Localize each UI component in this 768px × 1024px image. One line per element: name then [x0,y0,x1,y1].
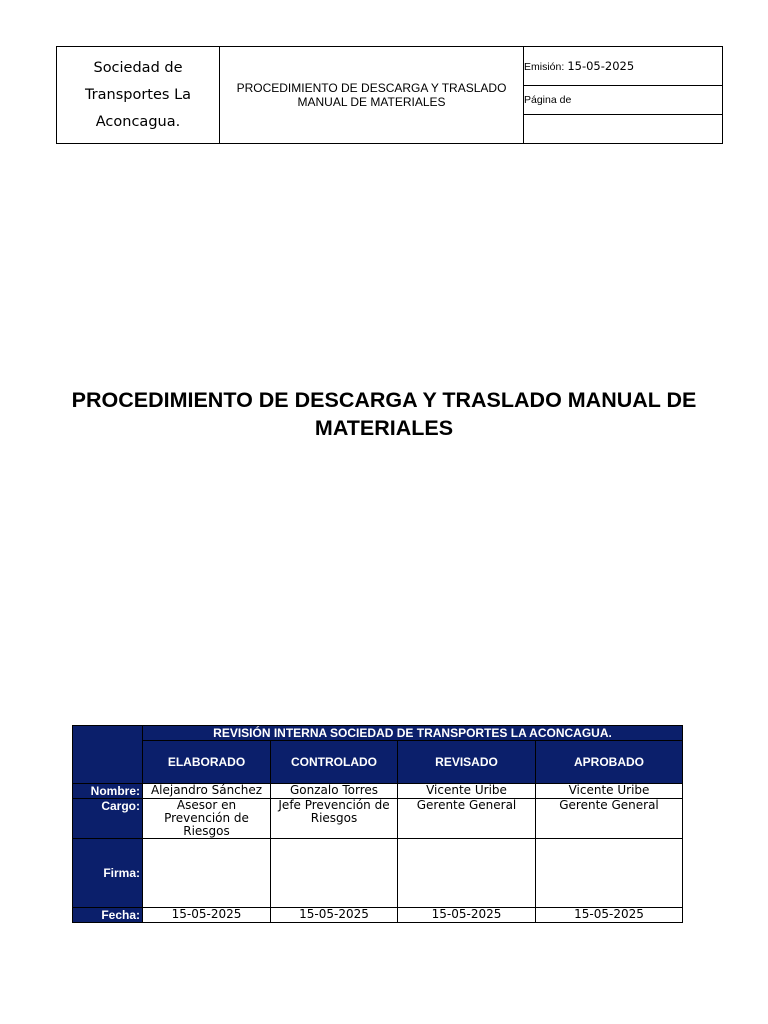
fecha-cell: 15-05-2025 [398,908,536,923]
column-header-revisado: REVISADO [398,741,536,784]
nombre-cell: Alejandro Sánchez [143,784,271,799]
row-label-nombre: Nombre: [73,784,143,799]
revision-table [72,725,683,923]
row-label-fecha: Fecha: [73,908,143,923]
column-header-aprobado: APROBADO [536,741,683,784]
blank-cell [524,115,723,144]
nombre-cell: Vicente Uribe [398,784,536,799]
emision-label: Emisión: [524,61,565,73]
emision-cell [524,47,723,86]
revision-banner: REVISIÓN INTERNA SOCIEDAD DE TRANSPORTES LA ACONCAGUA. [143,726,683,741]
company-name [57,47,220,144]
cargo-cell: Gerente General [398,799,536,839]
signature-field[interactable] [398,839,536,908]
signature-field[interactable] [536,839,683,908]
cargo-cell: Gerente General [536,799,683,839]
table-row [73,799,683,839]
document-header [56,46,723,144]
signature-field[interactable] [143,839,271,908]
main-title: PROCEDIMIENTO DE DESCARGA Y TRASLADO MANUAL DE MATERIALES [71,388,697,440]
table-row [73,839,683,908]
cargo-cell: Asesor en Prevención de Riesgos [143,799,271,839]
fecha-cell: 15-05-2025 [271,908,398,923]
column-header-controlado: CONTROLADO [271,741,398,784]
row-label-firma: Firma: [73,839,143,908]
nombre-cell: Vicente Uribe [536,784,683,799]
nombre-cell: Gonzalo Torres [271,784,398,799]
column-header-elaborado: ELABORADO [143,741,271,784]
fecha-cell: 15-05-2025 [143,908,271,923]
company-line: Sociedad de [93,59,183,76]
emision-value: 15-05-2025 [567,59,635,73]
table-row [73,784,683,799]
company-line: Transportes La [84,86,192,103]
row-label-cargo: Cargo: [73,799,143,839]
corner-cell [73,726,143,784]
cargo-cell: Jefe Prevención de Riesgos [271,799,398,839]
table-row [73,908,683,923]
company-line: Aconcagua. [95,113,181,130]
signature-field[interactable] [271,839,398,908]
header-doc-title: PROCEDIMIENTO DE DESCARGA Y TRASLADO MANUAL DE MATERIALES [220,47,524,144]
fecha-cell: 15-05-2025 [536,908,683,923]
pagina-cell: Página de [524,86,723,115]
